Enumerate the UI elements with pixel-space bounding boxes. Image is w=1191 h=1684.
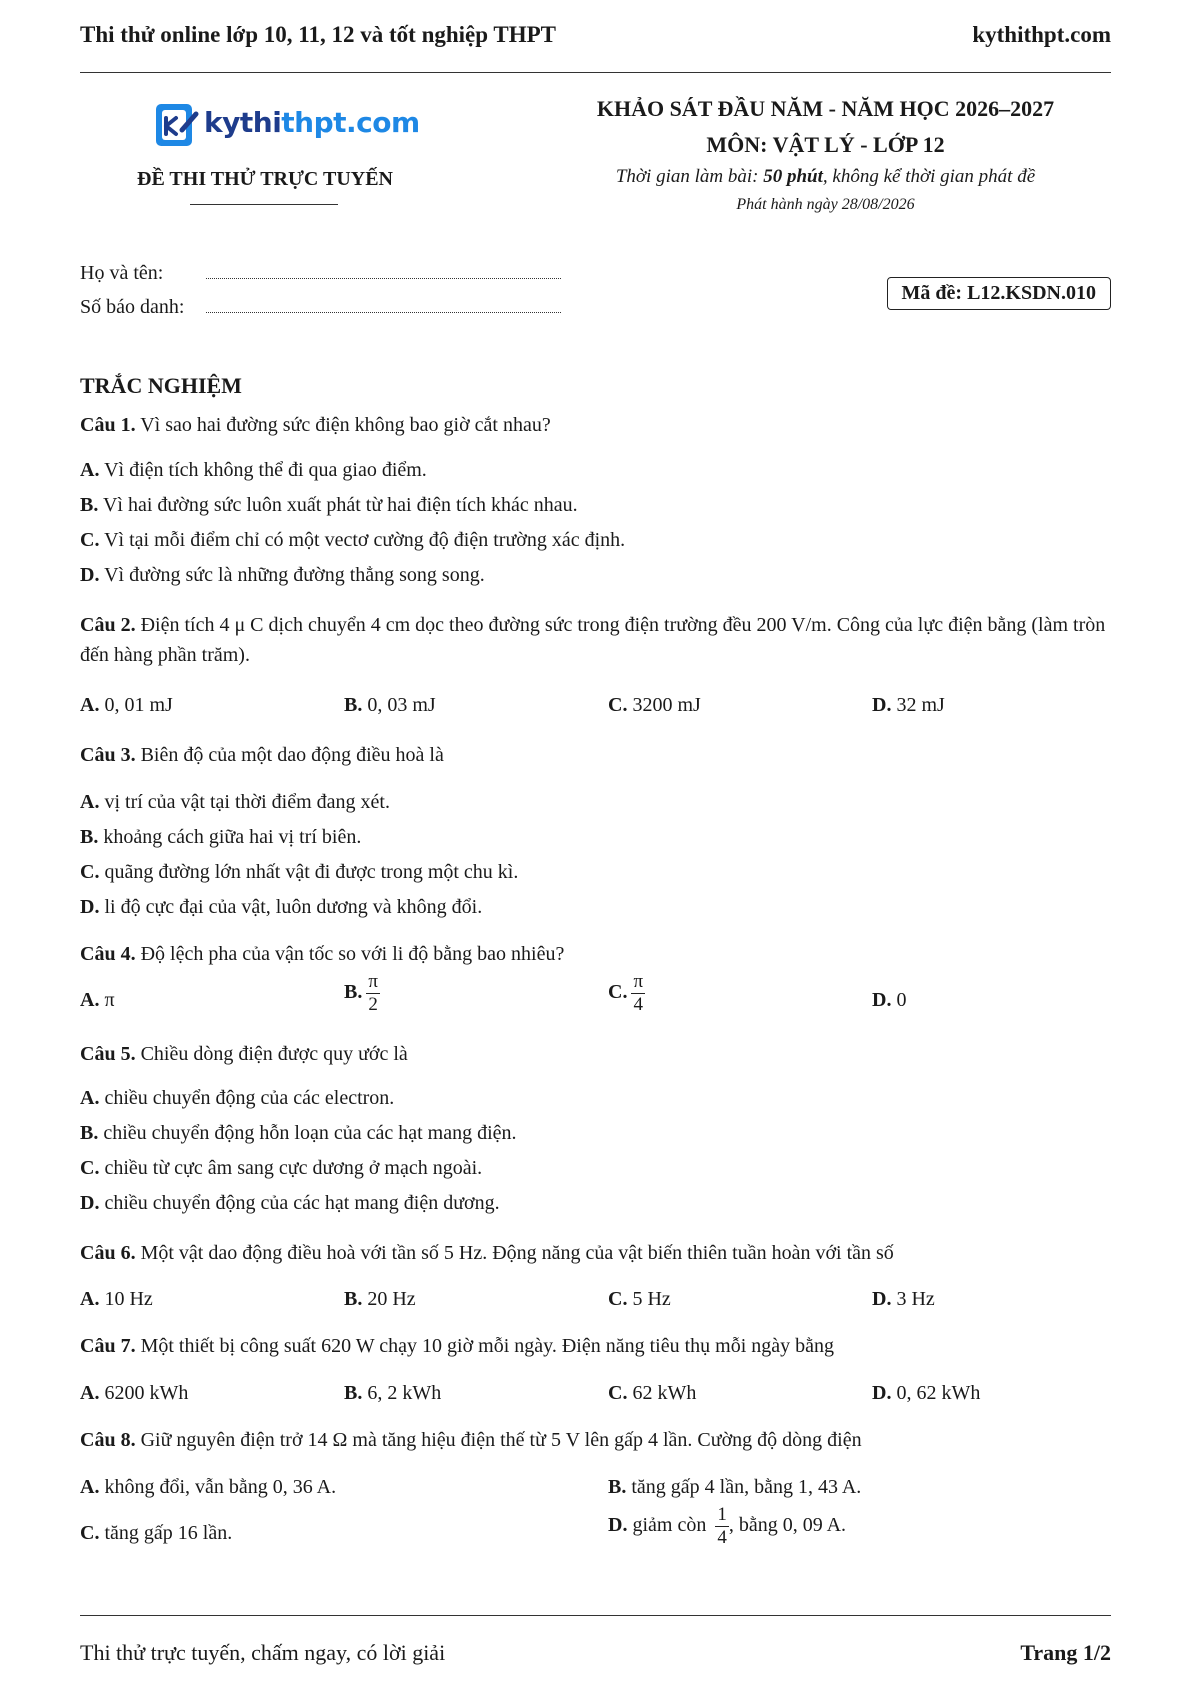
exam-type-subtitle: ĐỀ THI THỬ TRỰC TUYẾN [137, 168, 393, 190]
option-text: 62 kWh [627, 1382, 697, 1404]
option-text: 3 Hz [891, 1288, 935, 1310]
question-label: Câu 6. [80, 1242, 136, 1264]
option-label: C. [80, 1157, 100, 1179]
student-name-field[interactable] [206, 264, 561, 279]
option-text: tăng gấp 16 lần. [99, 1522, 233, 1544]
answer-option-1-c[interactable] [80, 525, 625, 555]
header-divider [80, 72, 1111, 73]
option-label: A. [80, 1288, 100, 1310]
question-text: Biên độ của một dao động điều hoà là [135, 744, 444, 766]
question-text: Điện tích 4 μ C dịch chuyển 4 cm dọc theo đường sức trong điện trường đều 200 V/m. Công của lực điện bằng (làm tròn đến hàng phần trăm). [80, 614, 1106, 666]
answer-option-4-b[interactable] [344, 971, 380, 1016]
question-label: Câu 1. [80, 414, 136, 436]
student-name-label: Họ và tên: [80, 262, 164, 284]
option-text: Vì hai đường sức luôn xuất phát từ hai điện tích khác nhau. [98, 494, 578, 516]
option-label: B. [80, 1122, 99, 1144]
answer-option-5-d[interactable] [80, 1188, 500, 1218]
page-header [80, 22, 1111, 52]
answer-option-7-b[interactable] [344, 1378, 441, 1408]
question-text: Vì sao hai đường sức điện không bao giờ cắt nhau? [135, 414, 551, 436]
exam-page [80, 0, 1111, 1684]
option-label: D. [80, 896, 100, 918]
answer-option-8-b[interactable] [608, 1472, 861, 1502]
exam-issued-date: Phát hành ngày 28/08/2026 [736, 196, 915, 213]
option-label: D. [608, 1514, 628, 1537]
question-6 [80, 1238, 1111, 1268]
answer-option-2-d[interactable] [872, 690, 945, 720]
answer-option-5-a[interactable] [80, 1083, 394, 1113]
fraction-denominator: 4 [633, 994, 643, 1015]
answer-option-2-a[interactable] [80, 690, 173, 720]
option-text: 3200 mJ [627, 694, 701, 716]
option-text: 5 Hz [627, 1288, 671, 1310]
question-3 [80, 740, 1111, 770]
answer-option-1-b[interactable] [80, 490, 578, 520]
option-text: khoảng cách giữa hai vị trí biên. [98, 826, 362, 848]
exam-duration: Thời gian làm bài: 50 phút, không kể thời gian phát đề [615, 166, 1036, 187]
question-label: Câu 3. [80, 744, 136, 766]
option-label: D. [80, 564, 100, 586]
option-text: chiều từ cực âm sang cực dương ở mạch ngoài. [99, 1157, 483, 1179]
option-text: 0, 01 mJ [99, 694, 173, 716]
student-id-label: Số báo danh: [80, 296, 185, 318]
option-label: A. [80, 791, 100, 813]
question-2 [80, 610, 1111, 670]
answer-option-1-a[interactable] [80, 455, 427, 485]
option-text: 6200 kWh [99, 1382, 189, 1404]
answer-option-2-b[interactable] [344, 690, 436, 720]
option-label: C. [80, 529, 100, 551]
logo-icon [152, 100, 200, 152]
question-label: Câu 7. [80, 1335, 136, 1357]
option-label: A. [80, 1382, 100, 1404]
option-label: A. [80, 459, 100, 481]
footer-tagline: Thi thử trực tuyến, chấm ngay, có lời giải [80, 1640, 446, 1665]
option-text: Vì tại mỗi điểm chỉ có một vectơ cường độ điện trường xác định. [99, 529, 626, 551]
option-label: C. [80, 861, 100, 883]
option-label: C. [608, 1288, 628, 1310]
student-name-row [80, 262, 561, 285]
question-5 [80, 1039, 1111, 1069]
answer-option-3-d[interactable] [80, 892, 482, 922]
answer-option-4-a[interactable] [80, 985, 115, 1015]
option-text-suffix: , bằng 0, 09 A. [728, 1514, 847, 1537]
option-text: 32 mJ [891, 694, 945, 716]
page-number: Trang 1/2 [1020, 1640, 1111, 1665]
fraction-numerator: π [633, 971, 644, 992]
answer-option-6-a[interactable] [80, 1284, 153, 1314]
fraction-denominator: 2 [368, 994, 378, 1015]
option-text: không đổi, vẫn bằng 0, 36 A. [99, 1476, 337, 1498]
option-label: A. [80, 989, 100, 1011]
option-label: B. [80, 494, 99, 516]
option-label: B. [344, 1288, 363, 1310]
option-label: C. [80, 1522, 100, 1544]
question-text: Chiều dòng điện được quy ước là [135, 1043, 408, 1065]
page-footer [80, 1640, 1111, 1666]
answer-option-3-b[interactable] [80, 822, 361, 852]
answer-option-7-a[interactable] [80, 1378, 188, 1408]
answer-option-4-c[interactable] [608, 971, 645, 1016]
option-label: A. [80, 1476, 100, 1498]
answer-option-5-c[interactable] [80, 1153, 482, 1183]
option-text: 20 Hz [362, 1288, 416, 1310]
answer-option-3-c[interactable] [80, 857, 518, 887]
brand-logo [152, 100, 420, 152]
exam-title: KHẢO SÁT ĐẦU NĂM - NĂM HỌC 2026–2027 [596, 96, 1055, 121]
question-label: Câu 4. [80, 943, 136, 965]
option-text: 6, 2 kWh [362, 1382, 442, 1404]
option-text: vị trí của vật tại thời điểm đang xét. [99, 791, 390, 813]
option-text: chiều chuyển động hỗn loạn của các hạt mang điện. [98, 1122, 517, 1144]
question-1 [80, 410, 1111, 440]
fraction-numerator: 1 [717, 1504, 727, 1525]
option-label: C. [608, 1382, 628, 1404]
answer-option-8-c[interactable] [80, 1518, 232, 1548]
question-label: Câu 2. [80, 614, 136, 636]
student-id-row [80, 296, 561, 319]
fraction-numerator: π [368, 971, 378, 992]
option-label: D. [872, 1382, 892, 1404]
answer-option-7-d[interactable] [872, 1378, 980, 1408]
subtitle-underline [190, 204, 338, 205]
fraction-denominator: 4 [717, 1527, 727, 1548]
answer-option-5-b[interactable] [80, 1118, 517, 1148]
option-label: D. [80, 1192, 100, 1214]
option-label: A. [80, 694, 100, 716]
exam-subject: MÔN: VẬT LÝ - LỚP 12 [706, 132, 945, 157]
option-label: A. [80, 1087, 100, 1109]
option-text: tăng gấp 4 lần, bằng 1, 43 A. [626, 1476, 862, 1498]
option-label: C. [608, 981, 628, 1004]
option-label: D. [872, 989, 892, 1011]
option-text: chiều chuyển động của các electron. [99, 1087, 395, 1109]
option-text: 0 [891, 989, 907, 1011]
option-label: B. [344, 1382, 363, 1404]
option-label: D. [872, 1288, 892, 1310]
question-8 [80, 1425, 1111, 1455]
header-site-link[interactable]: kythithpt.com [972, 22, 1111, 47]
option-text: quãng đường lớn nhất vật đi được trong một chu kì. [99, 861, 519, 883]
option-label: B. [608, 1476, 627, 1498]
answer-option-3-a[interactable] [80, 787, 390, 817]
exam-heading [540, 96, 1111, 214]
option-label: B. [344, 694, 363, 716]
option-text: π [99, 989, 115, 1011]
answer-option-7-c[interactable] [608, 1378, 696, 1408]
student-id-field[interactable] [206, 298, 561, 313]
answer-option-2-c[interactable] [608, 690, 701, 720]
answer-option-4-d[interactable] [872, 985, 906, 1015]
option-fraction [631, 971, 645, 1016]
logo-text: kythithpt.com [204, 106, 420, 139]
answer-option-8-a[interactable] [80, 1472, 336, 1502]
footer-divider [80, 1615, 1111, 1616]
question-text: Một thiết bị công suất 620 W chạy 10 giờ mỗi ngày. Điện năng tiêu thụ mỗi ngày bằng [135, 1335, 835, 1357]
option-text: li độ cực đại của vật, luôn dương và không đổi. [99, 896, 483, 918]
question-4 [80, 939, 1111, 969]
question-text: Độ lệch pha của vận tốc so với li độ bằng bao nhiêu? [135, 943, 565, 965]
question-7 [80, 1331, 1111, 1361]
option-text: 10 Hz [99, 1288, 153, 1310]
exam-code-badge: Mã đề: L12.KSDN.010 [887, 277, 1111, 310]
option-label: B. [344, 981, 363, 1004]
answer-option-6-b[interactable] [344, 1284, 416, 1314]
answer-option-6-d[interactable] [872, 1284, 935, 1314]
option-fraction [366, 971, 380, 1016]
section-title: TRẮC NGHIỆM [80, 373, 242, 398]
option-text-prefix: giảm còn [627, 1514, 712, 1537]
option-text: 0, 03 mJ [362, 694, 436, 716]
option-text: chiều chuyển động của các hạt mang điện dương. [99, 1192, 500, 1214]
answer-option-8-d[interactable] [608, 1504, 846, 1549]
option-text: Vì điện tích không thể đi qua giao điểm. [99, 459, 427, 481]
question-text: Một vật dao động điều hoà với tần số 5 Hz. Động năng của vật biến thiên tuần hoàn với tần số [135, 1242, 894, 1264]
option-label: B. [80, 826, 99, 848]
option-fraction [715, 1504, 729, 1549]
option-label: D. [872, 694, 892, 716]
answer-option-1-d[interactable] [80, 560, 485, 590]
option-text: Vì đường sức là những đường thẳng song song. [99, 564, 485, 586]
option-label: C. [608, 694, 628, 716]
answer-option-6-c[interactable] [608, 1284, 671, 1314]
header-left-text: Thi thử online lớp 10, 11, 12 và tốt nghiệp THPT [80, 22, 556, 47]
question-label: Câu 8. [80, 1429, 136, 1451]
question-label: Câu 5. [80, 1043, 136, 1065]
question-text: Giữ nguyên điện trở 14 Ω mà tăng hiệu điện thế từ 5 V lên gấp 4 lần. Cường độ dòng điện [135, 1429, 862, 1451]
option-text: 0, 62 kWh [891, 1382, 981, 1404]
